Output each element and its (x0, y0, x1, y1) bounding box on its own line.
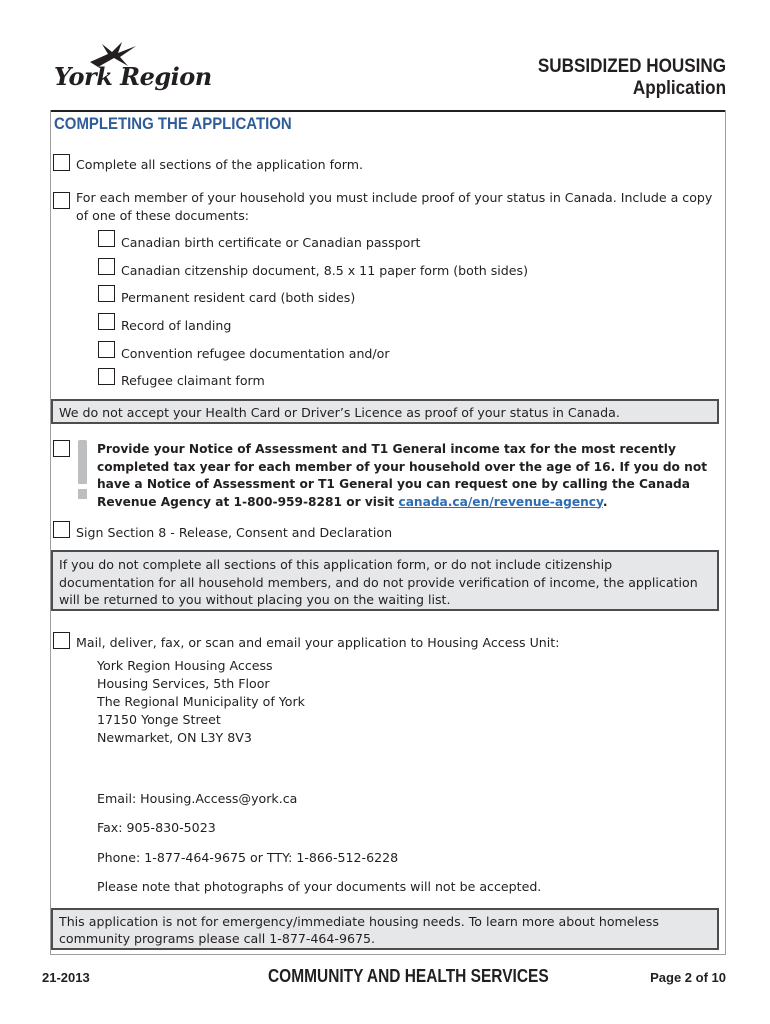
title-line-1: SUBSIDIZED HOUSING (537, 56, 726, 77)
item-sign-section: Sign Section 8 - Release, Consent and Declaration (76, 525, 393, 540)
logo-text: York Region (54, 62, 212, 91)
document-title (538, 56, 726, 100)
notice-incomplete-text: If you do not complete all sections of this application form, or do not include citizenship documentation for all household members, and do not provide verification of income, the application will be returned to you without placing you on the waiting list. (59, 557, 698, 608)
address-line: Newmarket, ON L3Y 8V3 (97, 730, 252, 745)
photo-note: Please note that photographs of your documents will not be accepted. (97, 879, 542, 894)
notice-emergency-text: This application is not for emergency/immediate housing needs. To learn more about homeless community programs please call 1-877-464-9675. (59, 914, 659, 947)
notice-health-card-text: We do not accept your Health Card or Driver’s Licence as proof of your status in Canada. (59, 405, 620, 420)
document-item: Canadian citzenship document, 8.5 x 11 paper form (both sides) (121, 263, 529, 278)
checkbox-sign-section[interactable] (53, 521, 70, 538)
document-item: Permanent resident card (both sides) (121, 290, 356, 305)
contact-fax: Fax: 905-830-5023 (97, 820, 216, 835)
notice-incomplete (51, 550, 719, 611)
checkbox-mail-application[interactable] (53, 632, 70, 649)
contact-phone: Phone: 1-877-464-9675 or TTY: 1-866-512-6228 (97, 850, 399, 865)
york-region-logo (54, 40, 212, 96)
address-line: Housing Services, 5th Floor (97, 676, 270, 691)
item-mail-application: Mail, deliver, fax, or scan and email your application to Housing Access Unit: (76, 635, 560, 650)
address-line: The Regional Municipality of York (97, 694, 305, 709)
checkbox-complete-all[interactable] (53, 154, 70, 171)
document-item: Canadian birth certificate or Canadian passport (121, 235, 421, 250)
checkbox-refugee-claimant[interactable] (98, 368, 115, 385)
checkbox-birth-certificate[interactable] (98, 230, 115, 247)
item-notice-of-assessment (97, 441, 709, 511)
noa-text: Provide your Notice of Assessment and T1 General income tax for the most recently completed tax year for each member of your household over the age of 16. If you do not have a Notice of Assessment or T1 General you can request one by calling the Canada Revenue Agency at 1-800-959-8281 or visit (97, 442, 708, 509)
checkbox-convention-refugee[interactable] (98, 341, 115, 358)
document-item: Convention refugee documentation and/or (121, 346, 390, 361)
noa-period: . (602, 494, 608, 509)
page-number: Page 2 of 10 (650, 970, 726, 985)
title-line-2: Application (632, 78, 726, 99)
address-line: York Region Housing Access (97, 658, 273, 673)
checkbox-record-of-landing[interactable] (98, 313, 115, 330)
document-item: Record of landing (121, 318, 232, 333)
section-title: COMPLETING THE APPLICATION (54, 114, 292, 133)
cra-link[interactable]: canada.ca/en/revenue-agency (398, 494, 603, 509)
checkbox-proof-status[interactable] (53, 192, 70, 209)
notice-health-card (51, 399, 719, 424)
item-proof-status: For each member of your household you must include proof of your status in Canada. Include a copy of one of these documents: (76, 190, 713, 223)
exclamation-icon (74, 440, 94, 502)
checkbox-notice-of-assessment[interactable] (53, 440, 70, 457)
checkbox-citizenship-document[interactable] (98, 258, 115, 275)
department-name: COMMUNITY AND HEALTH SERVICES (268, 966, 549, 986)
address-line: 17150 Yonge Street (97, 712, 221, 727)
document-item: Refugee claimant form (121, 373, 265, 388)
contact-email: Email: Housing.Access@york.ca (97, 791, 298, 806)
form-number: 21-2013 (42, 970, 90, 985)
item-complete-all: Complete all sections of the application form. (76, 157, 363, 172)
notice-emergency (51, 908, 719, 950)
checkbox-permanent-resident-card[interactable] (98, 285, 115, 302)
